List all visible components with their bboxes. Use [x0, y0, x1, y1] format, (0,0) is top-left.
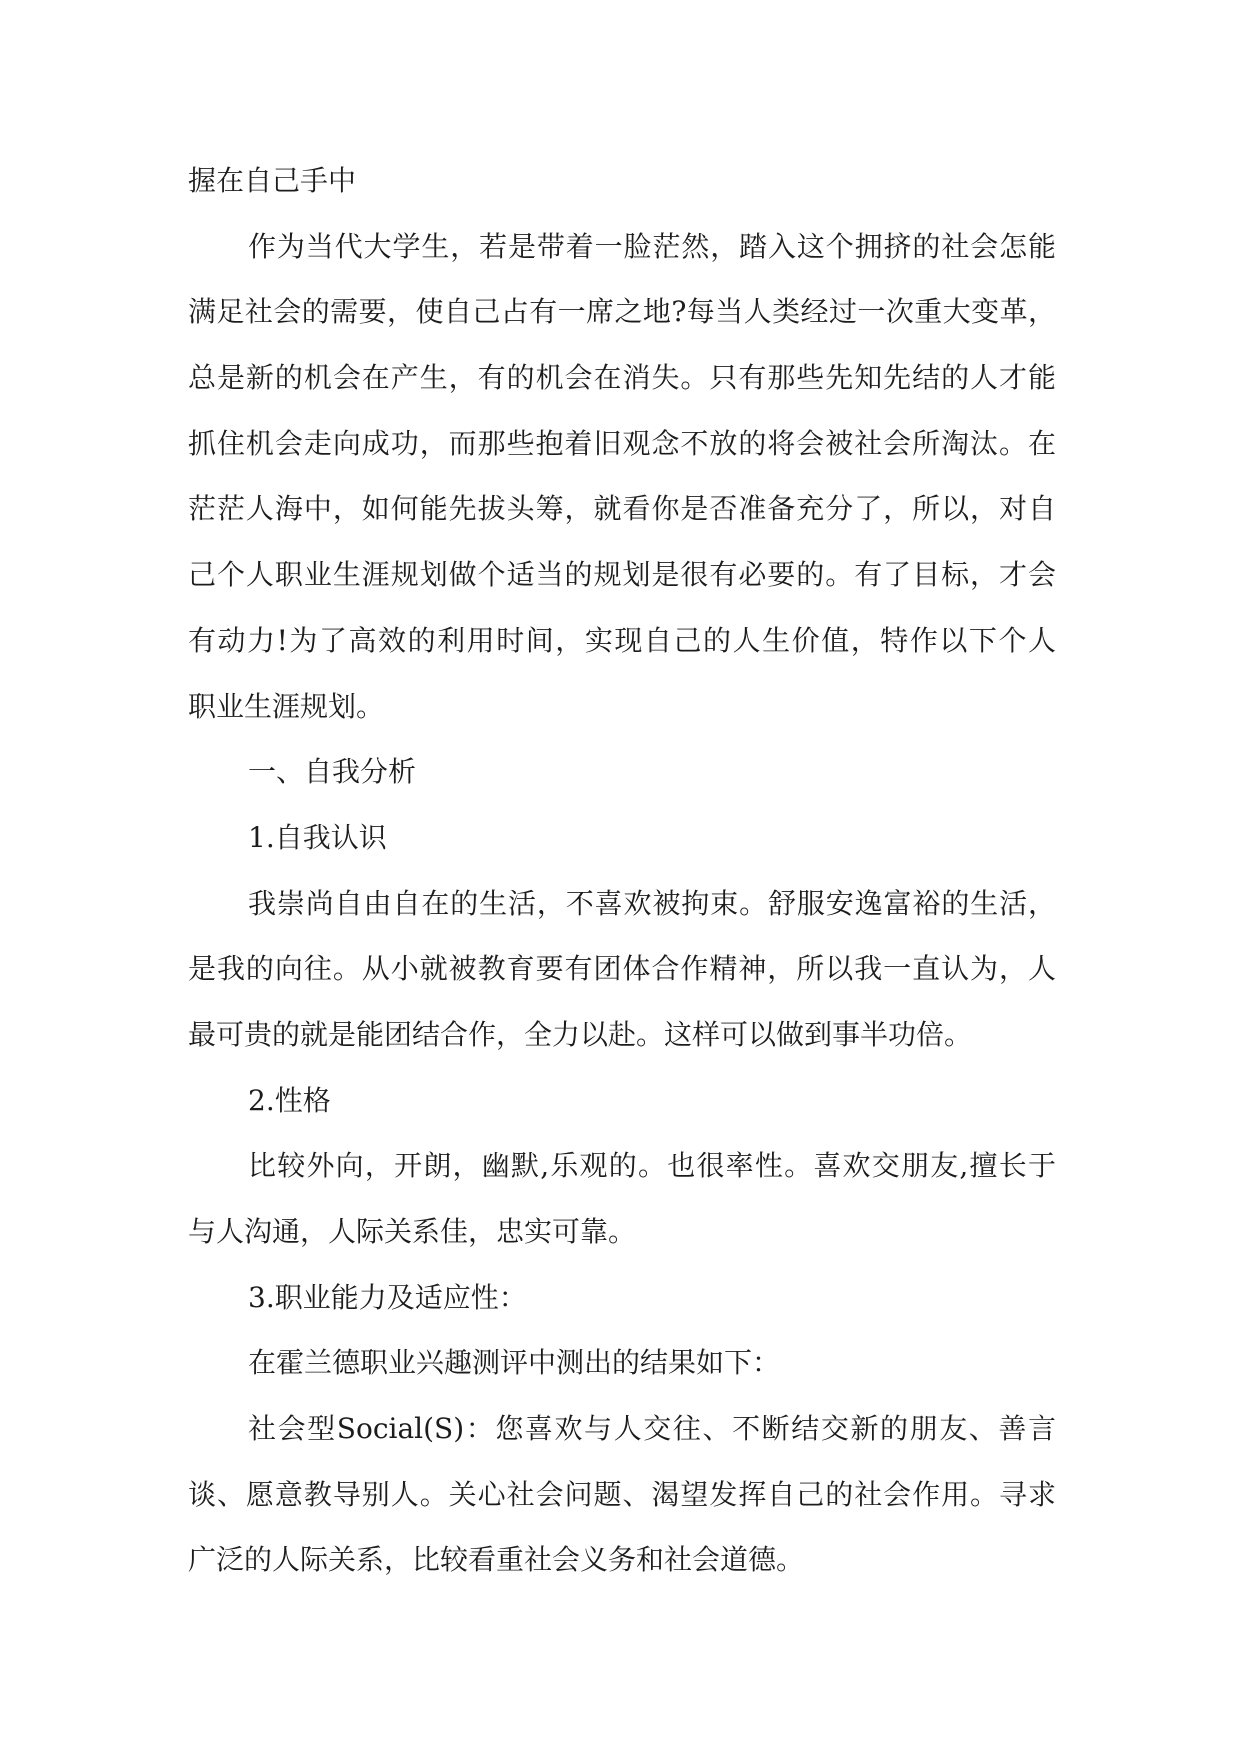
text-line: 比较外向，开朗，幽默,乐观的。也很率性。喜欢交朋友,擅长于	[248, 1149, 1056, 1183]
text-line: 己个人职业生涯规划做个适当的规划是很有必要的。有了目标，才会	[188, 558, 1056, 592]
text-line: 是我的向往。从小就被教育要有团体合作精神，所以我一直认为，人	[188, 952, 1056, 986]
social-type-paragraph	[188, 1396, 1056, 1593]
continued-paragraph	[188, 148, 1056, 214]
self-awareness-paragraph	[188, 871, 1056, 1068]
subsection-heading-personality: 2.性格	[248, 1083, 331, 1117]
text-line: 握在自己手中	[188, 164, 357, 197]
subsection-heading-ability: 3.职业能力及适应性：	[248, 1280, 527, 1314]
text-line: 满足社会的需要，使自己占有一席之地?每当人类经过一次重大变革，	[188, 295, 1056, 329]
intro-paragraph	[188, 214, 1056, 740]
ability-lead-paragraph	[188, 1330, 1056, 1396]
text-line: 总是新的机会在产生，有的机会在消失。只有那些先知先结的人才能	[188, 361, 1056, 395]
text-line: 职业生涯规划。	[188, 689, 385, 723]
subsection-heading-self-awareness: 1.自我认识	[248, 820, 387, 854]
text-line: 广泛的人际关系，比较看重社会义务和社会道德。	[188, 1543, 805, 1577]
text-line: 抓住机会走向成功，而那些抱着旧观念不放的将会被社会所淘汰。在	[188, 426, 1056, 460]
text-line: 茫茫人海中，如何能先拔头筹，就看你是否准备充分了，所以，对自	[188, 492, 1056, 526]
text-line: 我崇尚自由自在的生活，不喜欢被拘束。舒服安逸富裕的生活，	[248, 886, 1056, 920]
text-line: 最可贵的就是能团结合作，全力以赴。这样可以做到事半功倍。	[188, 1017, 973, 1051]
document-body	[188, 148, 1056, 1593]
personality-paragraph	[188, 1133, 1056, 1264]
text-line: 作为当代大学生，若是带着一脸茫然，踏入这个拥挤的社会怎能	[248, 229, 1056, 263]
section-heading: 一、自我分析	[248, 755, 417, 789]
text-line: 社会型Social(S)：您喜欢与人交往、不断结交新的朋友、善言	[248, 1412, 1056, 1446]
text-line: 有动力!为了高效的利用时间，实现自己的人生价值，特作以下个人	[188, 623, 1056, 657]
text-line: 在霍兰德职业兴趣测评中测出的结果如下：	[248, 1346, 781, 1380]
text-line: 谈、愿意教导别人。关心社会问题、渴望发挥自己的社会作用。寻求	[188, 1477, 1056, 1511]
text-line: 与人沟通，人际关系佳，忠实可靠。	[188, 1215, 637, 1248]
